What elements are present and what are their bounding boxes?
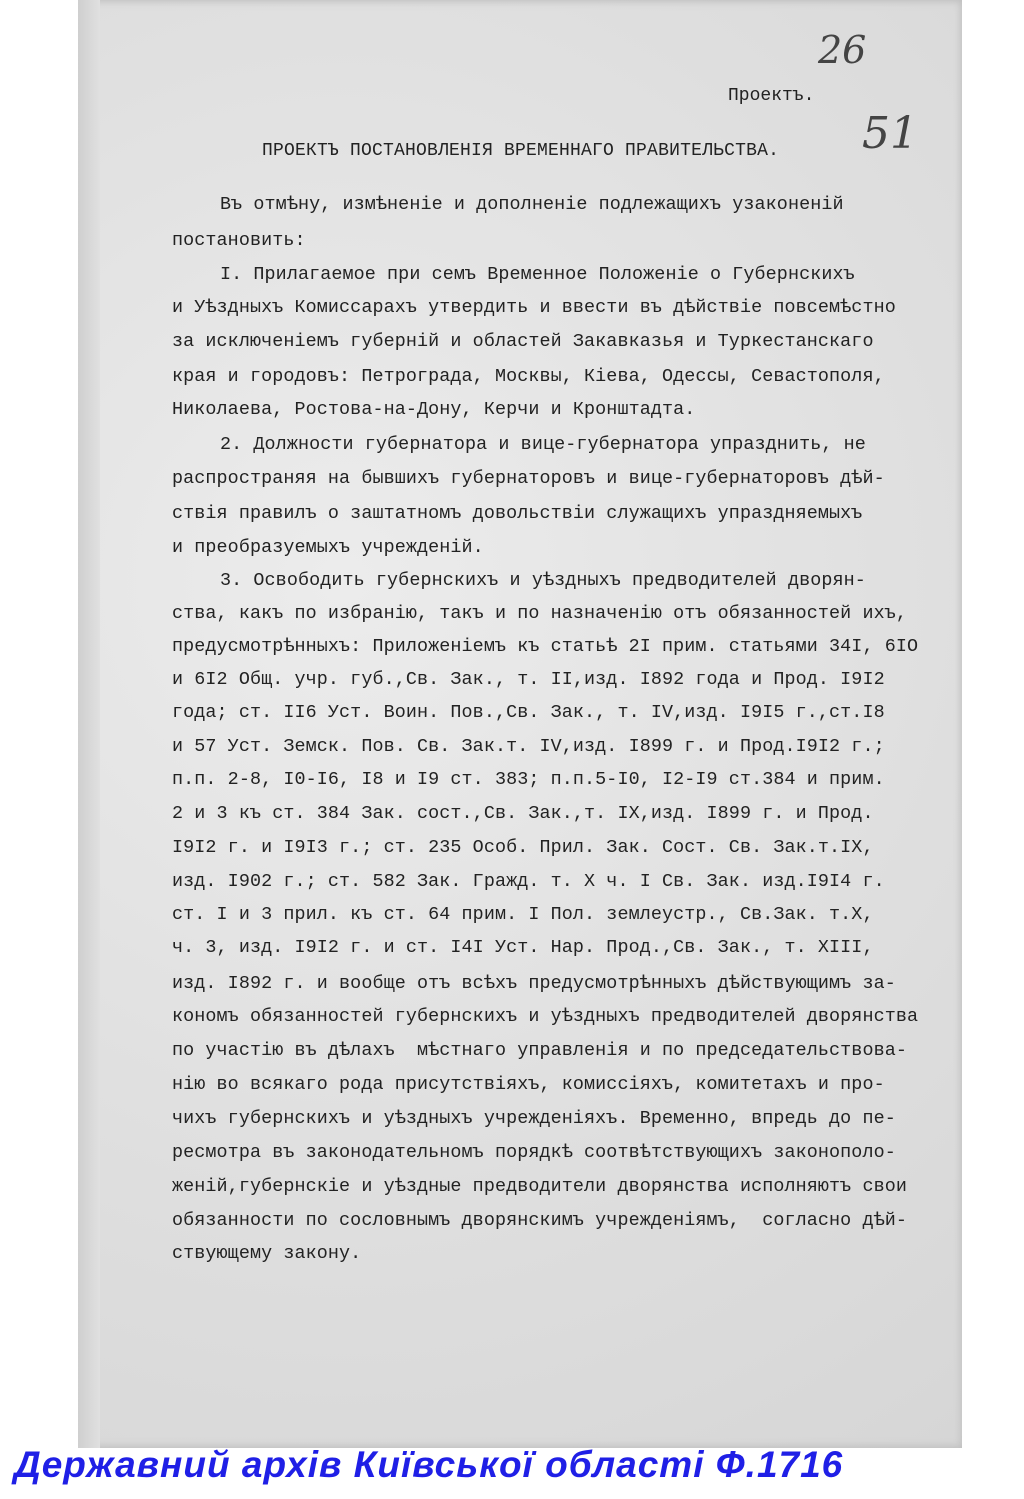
body-line: обязанности по сословнымъ дворянскимъ учрежденіямъ, согласно дѣй-: [172, 1210, 907, 1231]
body-line: и преобразуемыхъ учрежденій.: [172, 537, 484, 558]
body-line: изд. I892 г. и вообще отъ всѣхъ предусмотрѣнныхъ дѣйствующимъ за-: [172, 973, 896, 994]
body-line: по участію въ дѣлахъ мѣстнаго управленія и по председательствова-: [172, 1040, 907, 1061]
body-line: ст. I и 3 прил. къ ст. 64 прим. I Пол. землеустр., Св.Зак. т.X,: [172, 904, 874, 925]
body-line: 3. Освободить губернскихъ и уѣздныхъ предводителей дворян-: [220, 570, 866, 591]
body-line: края и городовъ: Петрограда, Москвы, Кіева, Одессы, Севастополя,: [172, 366, 885, 387]
body-line: постановить:: [172, 230, 306, 251]
body-line: года; ст. II6 Уст. Воин. Пов.,Св. Зак., т. IV,изд. I9I5 г.,ст.I8: [172, 702, 885, 723]
draft-label: Проектъ.: [728, 86, 815, 106]
body-line: предусмотрѣнныхъ: Приложеніемъ къ статьѣ 2I прим. статьями 34I, 6IО: [172, 636, 919, 657]
body-line: п.п. 2-8, I0-I6, I8 и I9 ст. 383; п.п.5-I0, I2-I9 ст.384 и прим.: [172, 769, 885, 790]
body-line: и 57 Уст. Земск. Пов. Св. Зак.т. IV,изд. I899 г. и Прод.I9I2 г.;: [172, 736, 885, 757]
body-line: ства, какъ по избранію, такъ и по назначенію отъ обязанностей ихъ,: [172, 603, 907, 624]
body-line: за исключеніемъ губерній и областей Закавказья и Туркестанскаго: [172, 331, 874, 352]
body-line: женій,губернскіе и уѣздные предводители дворянства исполняютъ свои: [172, 1176, 907, 1197]
page-edge: [78, 0, 100, 1448]
body-line: ресмотра въ законодательномъ порядкѣ соотвѣтствующихъ законополо-: [172, 1142, 896, 1163]
body-line: I9I2 г. и I9I3 г.; ст. 235 Особ. Прил. Зак. Сост. Св. Зак.т.IX,: [172, 837, 874, 858]
handwritten-folio-number: 51: [862, 108, 918, 159]
body-line: и 6I2 Общ. учр. губ.,Св. Зак., т. II,изд. I892 года и Прод. I9I2: [172, 669, 885, 690]
body-line: изд. I902 г.; ст. 582 Зак. Гражд. т. X ч. I Св. Зак. изд.I9I4 г.: [172, 871, 885, 892]
handwritten-page-number: 26: [818, 28, 867, 72]
body-line: Николаева, Ростова-на-Дону, Керчи и Кронштадта.: [172, 399, 696, 420]
body-line: и Уѣздныхъ Комиссарахъ утвердить и ввести въ дѣйствіе повсемѣстно: [172, 297, 896, 318]
body-line: ч. 3, изд. I9I2 г. и ст. I4I Уст. Нар. Прод.,Св. Зак., т. XIII,: [172, 937, 874, 958]
body-line: ствующему закону.: [172, 1243, 362, 1264]
body-line: чихъ губернскихъ и уѣздныхъ учрежденіяхъ. Временно, впредь до пе-: [172, 1108, 896, 1129]
body-line: кономъ обязанностей губернскихъ и уѣздныхъ предводителей дворянства: [172, 1006, 919, 1027]
body-line: 2. Должности губернатора и вице-губернатора упразднить, не: [220, 434, 866, 455]
archive-caption: Державний архів Київської області Ф.1716: [14, 1444, 844, 1485]
body-line: ствія правилъ о заштатномъ довольствіи служащихъ упраздняемыхъ: [172, 503, 863, 524]
body-line: распространяя на бывшихъ губернаторовъ и вице-губернаторовъ дѣй-: [172, 468, 885, 489]
body-line: Въ отмѣну, измѣненіе и дополненіе подлежащихъ узаконеній: [220, 194, 844, 215]
body-line: 2 и 3 къ ст. 384 Зак. сост.,Св. Зак.,т. IX,изд. I899 г. и Прод.: [172, 803, 874, 824]
body-line: нію во всякаго рода присутствіяхъ, комиссіяхъ, комитетахъ и про-: [172, 1074, 885, 1095]
document-title: ПРОЕКТЪ ПОСТАНОВЛЕНІЯ ВРЕМЕННАГО ПРАВИТЕЛЬСТВА.: [262, 141, 780, 161]
body-line: I. Прилагаемое при семъ Временное Положеніе о Губернскихъ: [220, 264, 855, 285]
